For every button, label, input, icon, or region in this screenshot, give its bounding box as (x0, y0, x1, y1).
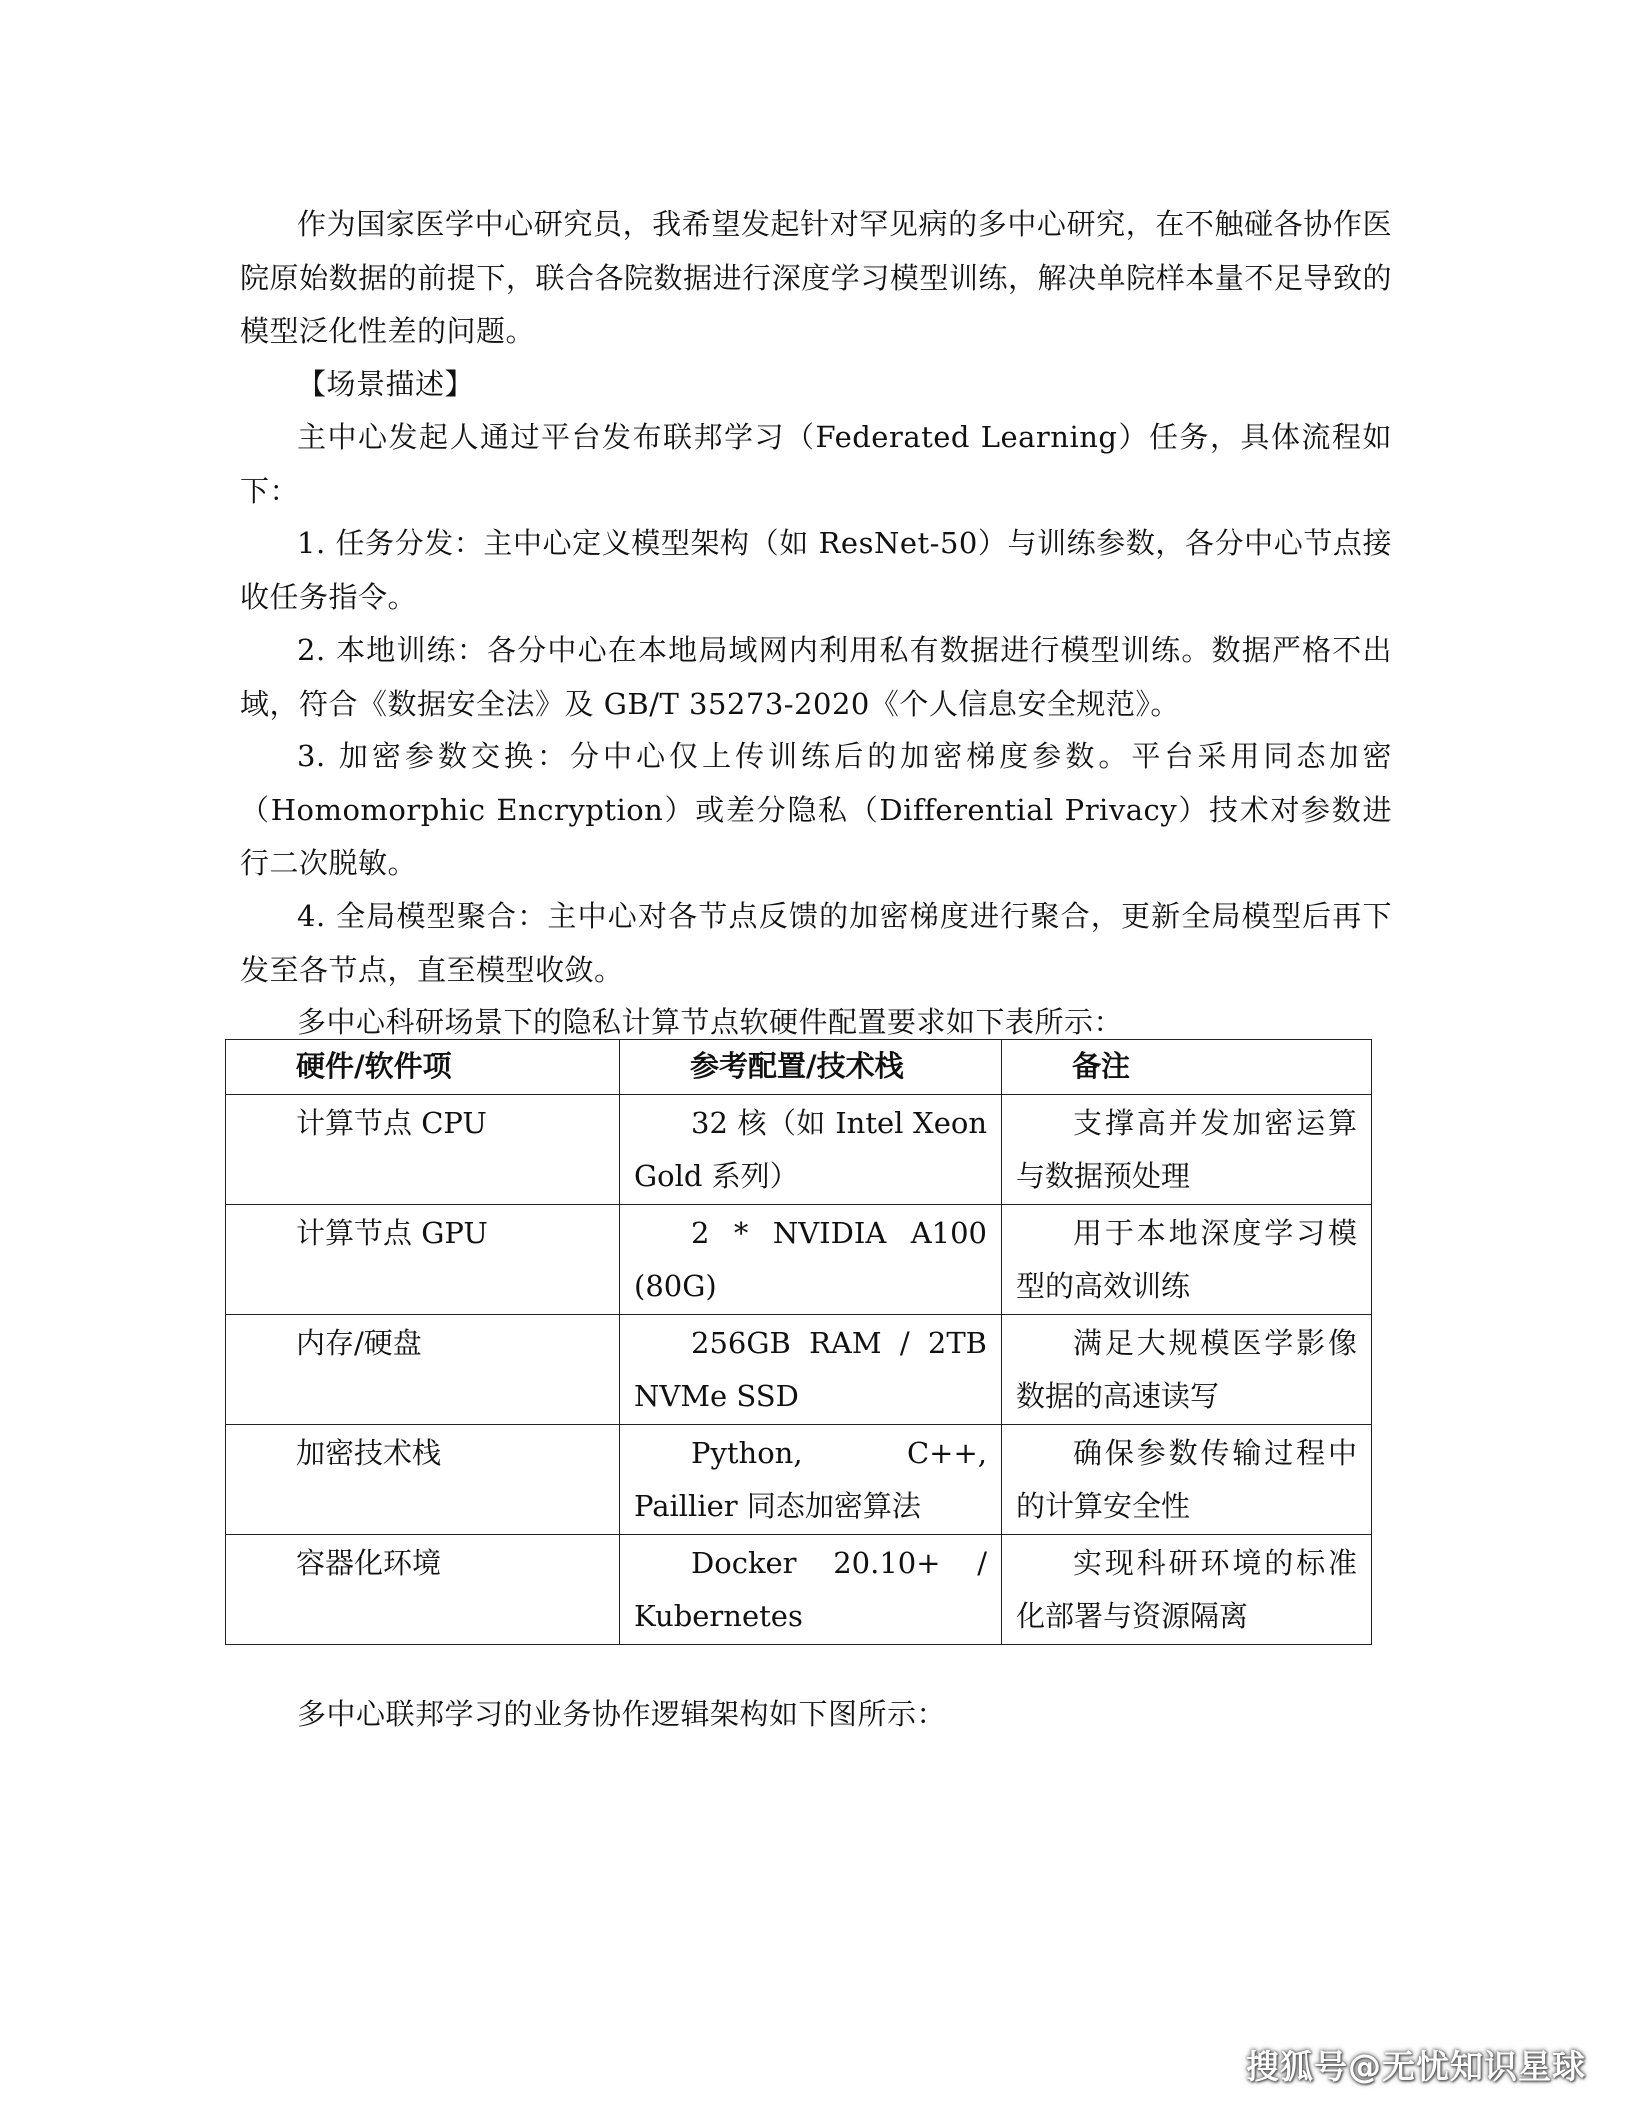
intro-paragraph: 作为国家医学中心研究员，我希望发起针对罕见病的多中心研究，在不触碰各协作医院原始数据的前提下，联合各院数据进行深度学习模型训练，解决单院样本量不足导致的模型泛化性差的问题。 (240, 207, 1392, 348)
config-text: Docker 20.10+ / Kubernetes (634, 1545, 987, 1633)
watermark: 搜狐号@无忧知识星球 (1246, 2047, 1586, 2086)
step-2-paragraph: 2. 本地训练：各分中心在本地局域网内利用私有数据进行模型训练。数据严格不出域，符合《数据安全法》及 GB/T 35273-2020《个人信息安全规范》。 (240, 633, 1392, 721)
table-cell-note (1002, 1424, 1372, 1534)
table-row (226, 1204, 1372, 1314)
table-cell-item: 容器化环境 (226, 1534, 620, 1644)
table-cell-config (620, 1424, 1002, 1534)
scene-description: 主中心发起人通过平台发布联邦学习（Federated Learning）任务，具体流程如下： (240, 420, 1392, 508)
figure-intro-paragraph: 多中心联邦学习的业务协作逻辑架构如下图所示： (297, 1697, 947, 1731)
note-text: 实现科研环境的标准化部署与资源隔离 (1016, 1545, 1357, 1633)
note-text: 满足大规模医学影像数据的高速读写 (1016, 1325, 1357, 1413)
note-text: 确保参数传输过程中的计算安全性 (1016, 1435, 1357, 1523)
table-cell-item: 加密技术栈 (226, 1424, 620, 1534)
table-header-cell: 参考配置/技术栈 (620, 1040, 1002, 1095)
table-row (226, 1424, 1372, 1534)
table-header-row (226, 1040, 1372, 1095)
table-cell-config (620, 1534, 1002, 1644)
config-text: 2 * NVIDIA A100 (80G) (634, 1215, 987, 1303)
table-row (226, 1094, 1372, 1204)
config-table (225, 1039, 1372, 1645)
step-4-paragraph: 4. 全局模型聚合：主中心对各节点反馈的加密梯度进行聚合，更新全局模型后再下发至各节点，直至模型收敛。 (240, 899, 1392, 987)
table-row (226, 1534, 1372, 1644)
config-text: 256GB RAM / 2TB NVMe SSD (634, 1325, 987, 1413)
config-text: 32 核（如 Intel Xeon Gold 系列） (634, 1105, 987, 1193)
note-text: 用于本地深度学习模型的高效训练 (1016, 1215, 1357, 1303)
table-cell-note (1002, 1094, 1372, 1204)
table-cell-item: 计算节点 CPU (226, 1094, 620, 1204)
step-3-paragraph: 3. 加密参数交换：分中心仅上传训练后的加密梯度参数。平台采用同态加密（Homomorphic Encryption）或差分隐私（Differential Privacy）技术对参数进行二次脱敏。 (240, 739, 1392, 880)
config-text: Python, C++, Paillier 同态加密算法 (634, 1435, 987, 1523)
table-cell-note (1002, 1314, 1372, 1424)
table-intro-paragraph: 多中心科研场景下的隐私计算节点软硬件配置要求如下表所示： (297, 1005, 1124, 1039)
table-cell-note (1002, 1204, 1372, 1314)
note-text: 支撑高并发加密运算与数据预处理 (1016, 1105, 1357, 1193)
table-cell-config (620, 1314, 1002, 1424)
table-row (226, 1314, 1372, 1424)
table-cell-config (620, 1094, 1002, 1204)
step-1-paragraph: 1. 任务分发：主中心定义模型架构（如 ResNet-50）与训练参数，各分中心节点接收任务指令。 (240, 526, 1392, 614)
table-header-cell: 硬件/软件项 (226, 1040, 620, 1095)
table-cell-item: 内存/硬盘 (226, 1314, 620, 1424)
table-cell-config (620, 1204, 1002, 1314)
table-header-cell: 备注 (1002, 1040, 1372, 1095)
scene-heading: 【场景描述】 (297, 367, 475, 401)
table-cell-item: 计算节点 GPU (226, 1204, 620, 1314)
table-cell-note (1002, 1534, 1372, 1644)
